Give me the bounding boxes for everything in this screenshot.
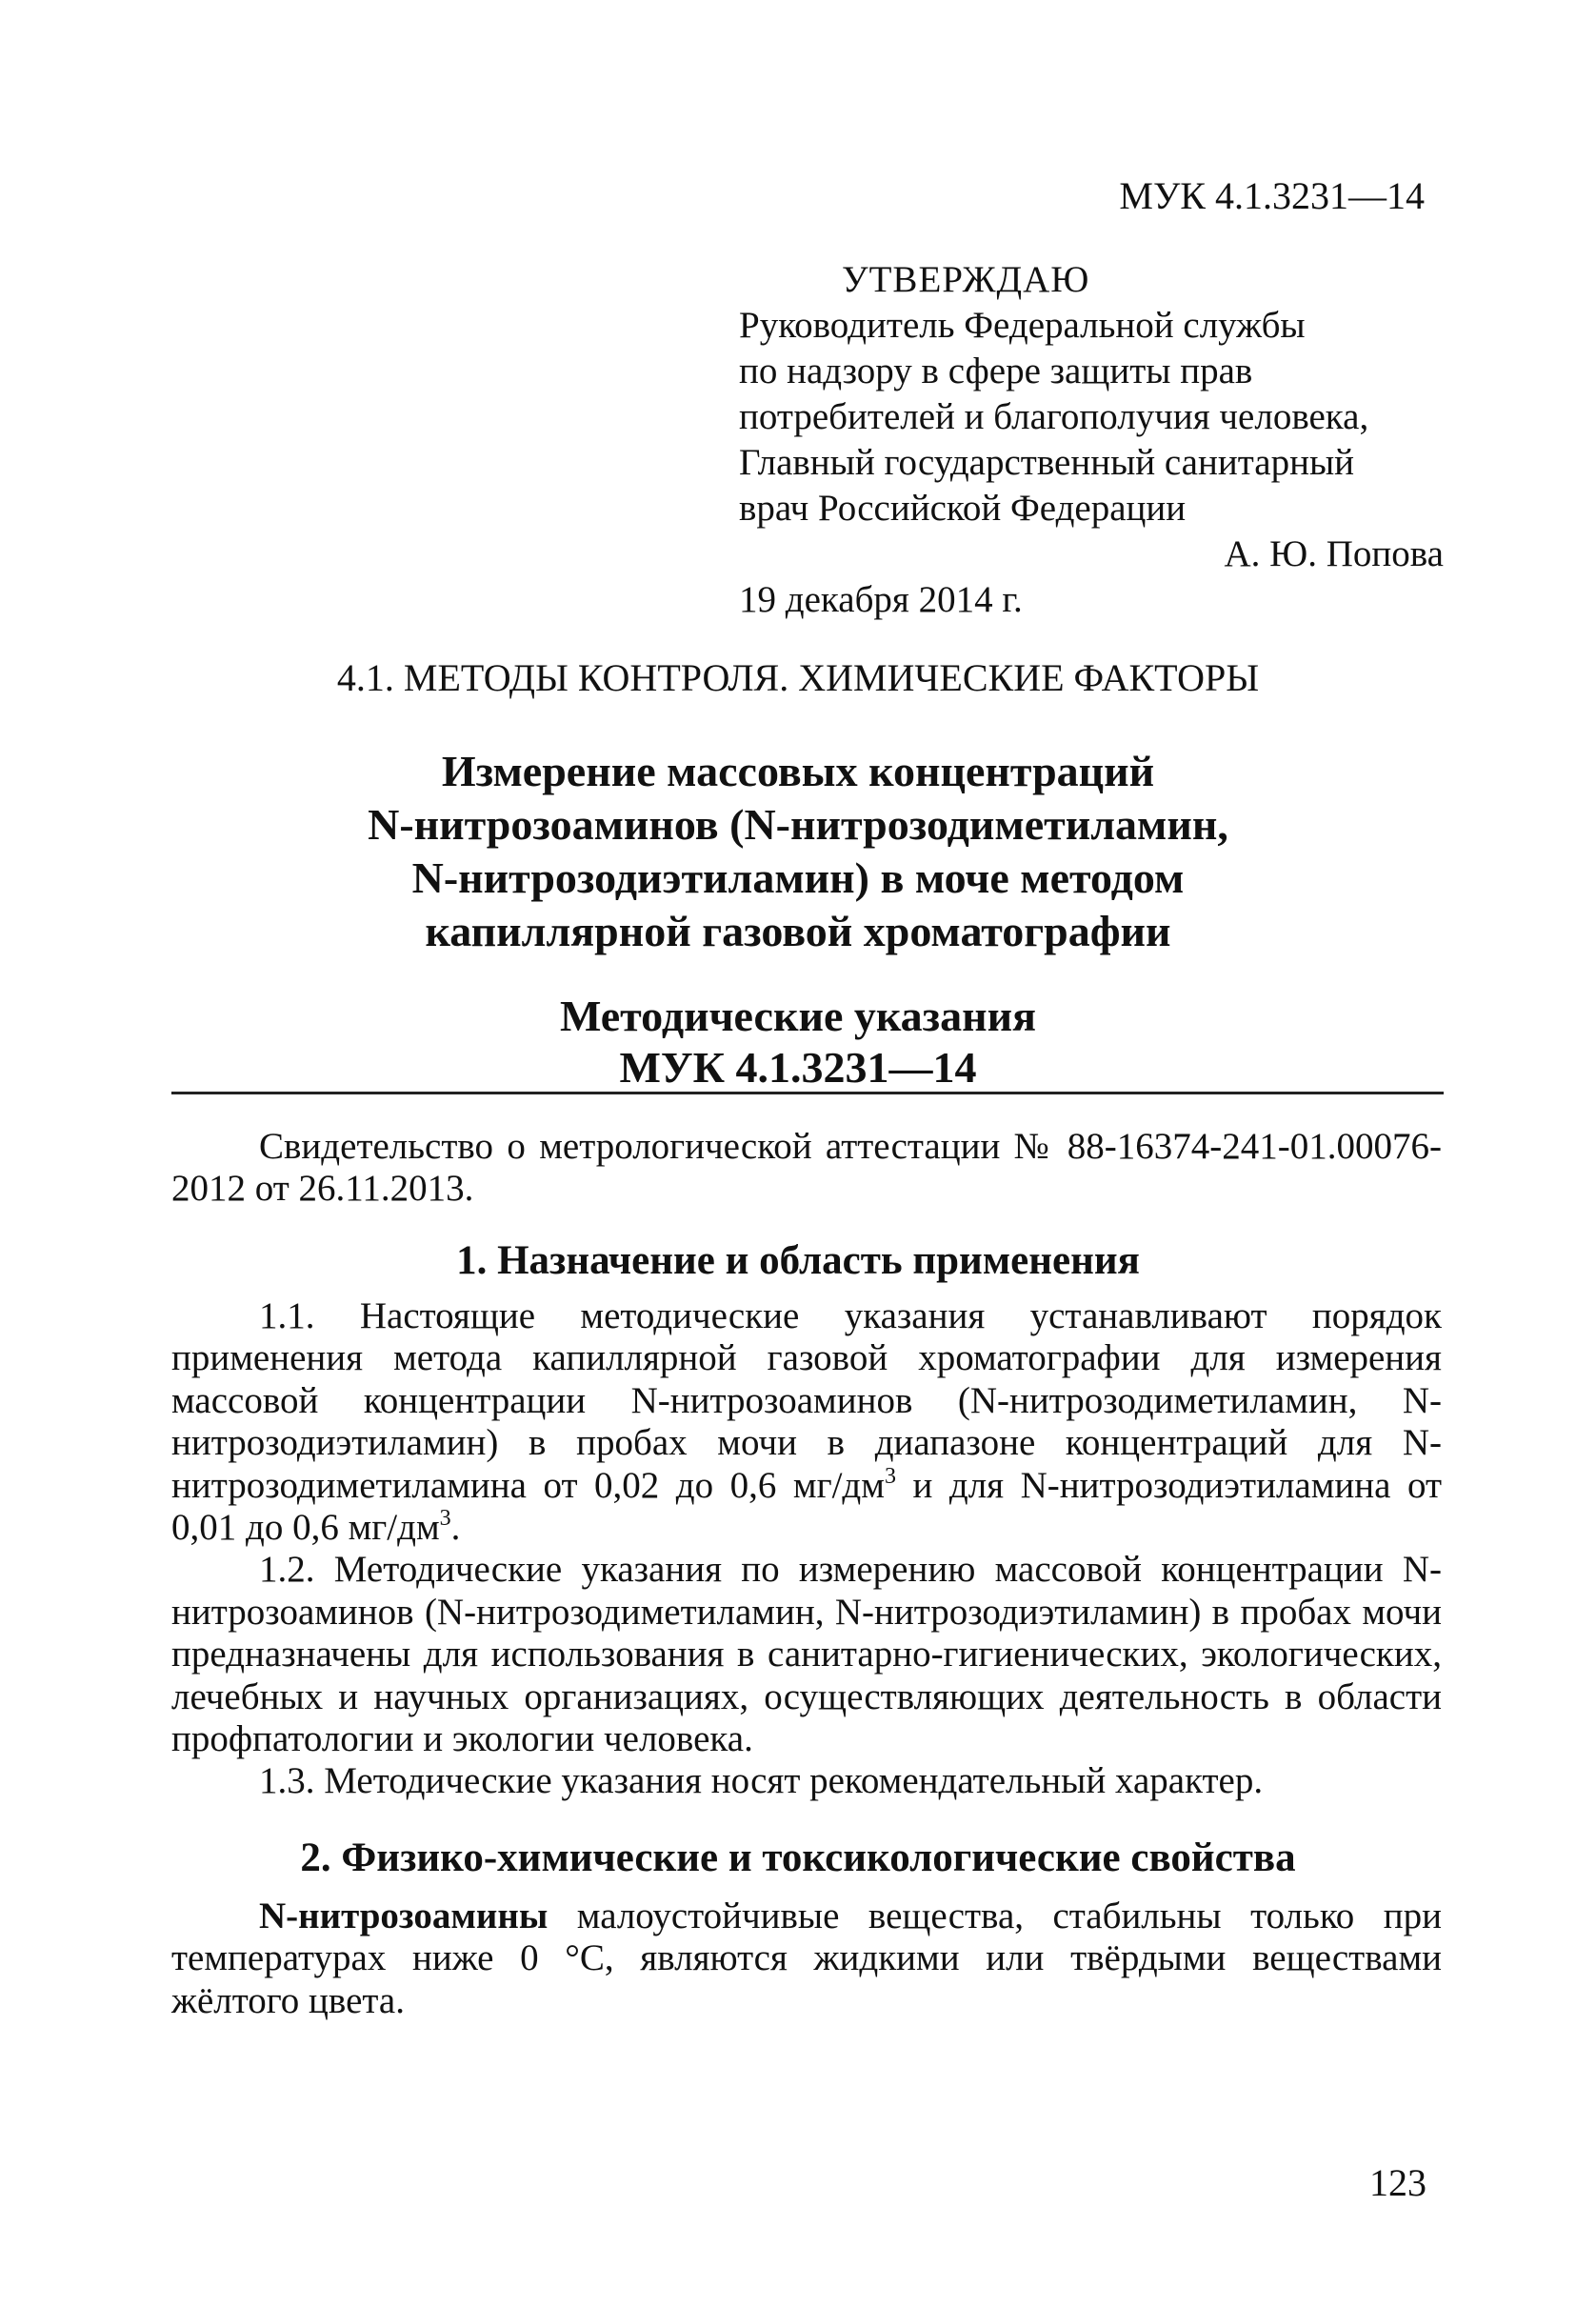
page-number: 123 (1369, 2161, 1426, 2204)
document-title (0, 745, 1596, 958)
title-line: Измерение массовых концентраций (441, 747, 1155, 795)
horizontal-rule (171, 1092, 1444, 1094)
approval-line: Главный государственный санитарный (739, 442, 1355, 483)
approval-title: УТВЕРЖДАЮ (842, 259, 1090, 300)
subtitle-kind: Методические указания (559, 992, 1037, 1040)
certificate-text: Свидетельство о метрологической аттестации № 88-16374-241-01.00076-2012 от 26.11.2013. (171, 1126, 1442, 1210)
paragraph-1-2: 1.2. Методические указания по измерению массовой концентрации N-нитрозоаминов (N-нитрозодиметиламин, N-нитрозодиэтиламин) в пробах мочи предназначены для использования в санитарно-гигиенических, экологических, лечебных и научных организациях, осуществляющих деятельность в области профпатологии и экологии человека. (171, 1549, 1442, 1760)
approval-line: Руководитель Федеральной службы (739, 305, 1306, 346)
paragraph-1-3: 1.3. Методические указания носят рекомендательный характер. (259, 1760, 1264, 1802)
certificate-paragraph (171, 1126, 1442, 1211)
approval-date: 19 декабря 2014 г. (739, 579, 1023, 620)
section-2-body (171, 1896, 1442, 2022)
section-2-heading: 2. Физико-химические и токсикологические свойства (300, 1836, 1296, 1880)
approval-line: врач Российской Федерации (739, 488, 1187, 529)
title-line: N-нитрозодиэтиламин) в моче методом (411, 853, 1185, 902)
section-header: 4.1. МЕТОДЫ КОНТРОЛЯ. ХИМИЧЕСКИЕ ФАКТОРЫ (336, 656, 1260, 699)
section-1-body (171, 1295, 1442, 1803)
paragraph-2-1: N-нитрозоамины малоустойчивые вещества, стабильны только при температурах ниже 0 °С, являются жидкими или твёрдыми веществами жёлтого цвета. (171, 1896, 1442, 2021)
title-line: N-нитрозоаминов (N-нитрозодиметиламин, (368, 800, 1228, 849)
approval-block (739, 257, 1444, 623)
subtitle-code: МУК 4.1.3231—14 (619, 1043, 977, 1092)
paragraph-1-1: 1.1. Настоящие методические указания устанавливают порядок применения метода капиллярной газовой хроматографии для измерения массовой концентрации N-нитрозоаминов (N-нитрозодиметиламин, N-нитрозодиэтиламин) в пробах мочи в диапазоне концентраций для N-нитрозодиметиламина от 0,02 до 0,6 $мг/дм^3$ и для N-нитрозодиэтиламина от 0,01 до 0,6 $мг/дм^3$. (171, 1295, 1443, 1549)
document-code: МУК 4.1.3231—14 (1119, 174, 1425, 217)
section-1-heading: 1. Назначение и область применения (456, 1238, 1140, 1283)
approval-signer: А. Ю. Попова (1224, 533, 1444, 574)
title-line: капиллярной газовой хроматографии (425, 907, 1171, 955)
term-bold: N-нитрозоамины (259, 1896, 549, 1936)
document-subtitle (0, 991, 1596, 1093)
approval-line: по надзору в сфере защиты прав (739, 351, 1253, 391)
approval-line: потребителей и благополучия человека, (739, 396, 1369, 437)
